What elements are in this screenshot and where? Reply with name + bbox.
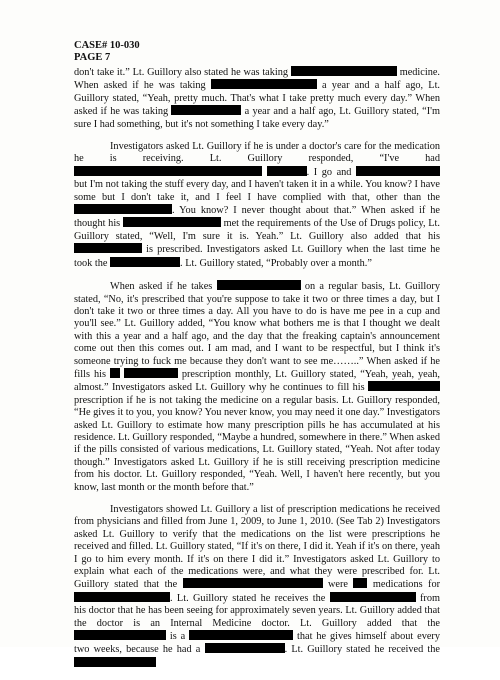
redaction-box xyxy=(123,217,221,227)
text-span: a year and a half ago, Lt. Guillory stated, “Yeah, pretty much. That's what I take pretty much every day.” When asked if he was taking xyxy=(74,80,440,118)
text-span: prescription if he is not taking the medicine on a regular basis. Lt. Guillory responded, “He gives it to you, you know? You never know, you may need it one day.” Investigators asked Lt. Guillory to estimate how many prescription pills he has accumulated at his residence. Lt. Guillory responded, “Maybe a hundred, somewhere in there.” When asked if the pills consisted of various medications, Lt. Guillory stated, “Yeah. Not after today though.” Investigators asked Lt. Guillory if he is still receiving prescription medicine from his doctor. Lt. Guillory responded, “Yeah. Well, I haven't here recently, but you know, last month or the month before that.” xyxy=(74,394,440,493)
text-span: . Lt. Guillory stated, “Probably over a month.” xyxy=(180,257,372,269)
redaction-box xyxy=(74,592,170,602)
text-span: were xyxy=(328,579,349,591)
text-span: that he gives himself about every two weeks, because he had a xyxy=(74,631,440,656)
text-span: don't take it.” Lt. Guillory also stated he was taking xyxy=(74,67,289,78)
paragraph-1 xyxy=(74,66,440,131)
text-span: is prescribed. Investigators asked Lt. Guillory when the last time he took the xyxy=(74,244,440,269)
redaction-box xyxy=(211,79,317,89)
text-span: on a regular basis, Lt. Guillory stated, “No, it's prescribed that you're suppose to take it two or three times a day, but I don't take it two or three times a day. All you have to do is have me pee in a cup and you'll see.” Lt. Guillory added, “You know what bothers me is that I thought we dealt with this a year and a half ago, and the day that the freaking captain's announcement come out then this comes out. I am mad, and I want to be respectful, but I think it's someone trying to fuck me because they don't want to see me……..” When asked if he fills his xyxy=(74,281,441,380)
paragraph-4 xyxy=(74,504,440,670)
text-span: met the requirements of the Use of Drugs policy, Lt. Guillory stated, “Well, I'm sure it is. Yeah.” Lt. Guillory also added that his xyxy=(74,218,440,242)
redaction-box xyxy=(267,166,307,176)
page-number: PAGE 7 xyxy=(74,52,111,63)
redaction-box xyxy=(74,204,172,214)
redaction-box xyxy=(353,578,367,588)
text-span: . Lt. Guillory stated he receives the xyxy=(170,592,326,604)
text-span: When asked if he takes xyxy=(110,281,213,293)
redaction-box xyxy=(74,243,142,253)
redaction-box xyxy=(74,630,166,640)
redaction-box xyxy=(189,630,293,640)
redaction-box xyxy=(217,280,301,290)
redaction-box xyxy=(110,257,180,267)
redaction-box xyxy=(205,643,285,653)
case-header xyxy=(74,40,140,64)
redaction-box xyxy=(183,578,323,588)
redaction-box xyxy=(356,166,440,176)
text-span: from his doctor that he has been seeing for approximately seven years. Lt. Guillory added that the doctor is an Internal Medicine doctor. Lt. Guillory added that the xyxy=(74,592,440,629)
paragraph-2 xyxy=(74,141,440,270)
text-span: . You know? I never thought about that.” When asked if he thought his xyxy=(74,205,440,230)
text-span: a year and a half ago, Lt. Guillory stated, “I'm sure I had something, but it's not something I take every day.” xyxy=(74,106,441,130)
case-number: CASE# 10-030 xyxy=(74,40,140,51)
redaction-box xyxy=(171,105,241,115)
redaction-box xyxy=(330,592,416,602)
redaction-box xyxy=(124,368,178,378)
text-span: is a xyxy=(169,631,186,643)
text-span: medicine. When asked if he was taking xyxy=(74,67,441,92)
redaction-box xyxy=(291,66,397,76)
redaction-box xyxy=(74,166,262,176)
paragraph-3 xyxy=(74,280,440,494)
text-span: prescription monthly, Lt. Guillory stated, “Yeah, yeah, yeah, almost.” Investigators asked Lt. Guillory why he continues to fill his xyxy=(74,368,440,394)
text-span: . Lt. Guillory stated he received the xyxy=(284,644,440,656)
redaction-box xyxy=(74,657,156,667)
text-span: . I go and xyxy=(306,166,352,178)
redaction-box xyxy=(110,368,120,378)
redaction-box xyxy=(368,381,440,391)
text-span: medications for xyxy=(372,579,441,591)
document-body xyxy=(74,66,440,680)
text-span: Investigators showed Lt. Guillory a list of prescription medications he received from physicians and filled from June 1, 2009, to June 1, 2010. (See Tab 2) Investigators asked Lt. Guillory to verify that the medications on the list were prescriptions he received and filled. Lt. Guillory stated, “If it's on there, I did it. Yeah if it's on there, yeah I go to him every month. If it's on there I did it.” Investigators asked Lt. Guillory to explain what each of the medications were, and what they were prescribed for. Lt. Guillory stated that the xyxy=(74,504,441,591)
text-span: Investigators asked Lt. Guillory if he is under a doctor's care for the medication he is receiving. Lt. Guillory responded, “I've had xyxy=(74,141,440,165)
text-span: but I'm not taking the stuff every day, and I haven't taken it in a while. You know? I have some but I don't take it, and I feel I have complied with that, other than the xyxy=(74,179,440,203)
